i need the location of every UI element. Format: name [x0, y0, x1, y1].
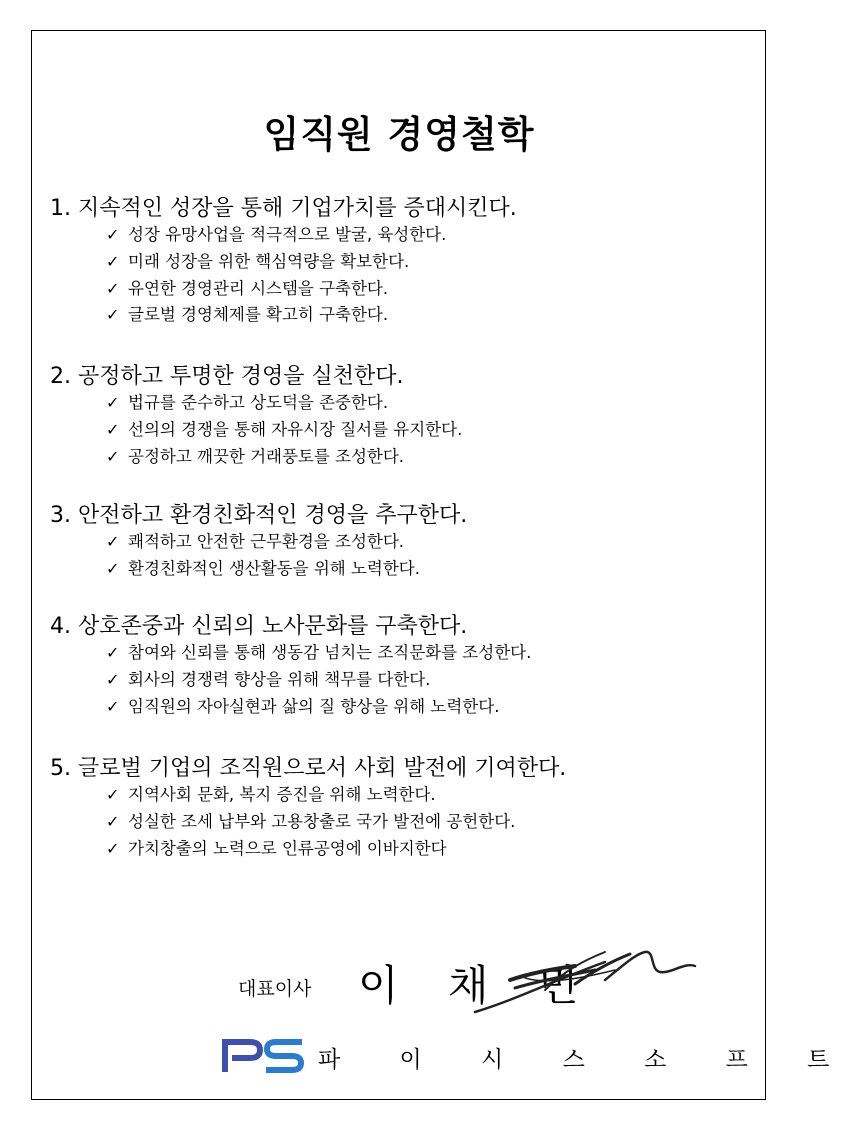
list-item [50, 556, 467, 583]
philosophy-section [50, 196, 517, 329]
ceo-name: 이 채 민 [358, 961, 597, 1010]
list-item-text: 글로벌 경영체제를 확고히 구축한다. [128, 305, 389, 325]
list-item-text: 성장 유망사업을 적극적으로 발굴, 육성한다. [128, 225, 447, 244]
checkmark-icon: ✓ [106, 446, 120, 466]
checkmark-icon: ✓ [106, 305, 120, 325]
company-name: 파 이 시 스 소 프 트 [318, 1047, 855, 1073]
list-item [50, 302, 517, 329]
list-item-text: 법규를 준수하고 상도덕을 존중한다. [128, 393, 389, 412]
list-item [50, 640, 531, 667]
philosophy-section [50, 364, 462, 470]
section-heading: 4. 상호존중과 신뢰의 노사문화를 구축한다. [50, 614, 468, 639]
list-item [50, 782, 566, 809]
list-item-text: 가치창출의 노력으로 인류공영에 이바지한다 [128, 838, 447, 858]
section-heading: 5. 글로벌 기업의 조직원으로서 사회 발전에 기여한다. [50, 756, 567, 781]
checkmark-icon: ✓ [106, 785, 120, 804]
list-item-text: 쾌적하고 안전한 근무환경을 조성한다. [128, 532, 405, 551]
checkmark-icon: ✓ [106, 558, 120, 578]
list-item [50, 417, 462, 444]
list-item-text: 선의의 경쟁을 통해 자유시장 질서를 유지한다. [128, 419, 463, 439]
checkmark-icon: ✓ [106, 811, 120, 831]
section-heading: 1. 지속적인 성장을 통해 기업가치를 증대시킨다. [50, 196, 517, 221]
signature-icon [455, 940, 715, 1020]
checkmark-icon: ✓ [106, 696, 120, 716]
checkmark-icon: ✓ [106, 225, 120, 244]
list-item [50, 444, 462, 471]
list-item-text: 환경친화적인 생산활동을 위해 노력한다. [128, 558, 420, 578]
ps-logo-icon [222, 1036, 306, 1076]
checkmark-icon: ✓ [106, 251, 120, 271]
checkmark-icon: ✓ [106, 532, 120, 551]
section-heading: 3. 안전하고 환경친화적인 경영을 추구한다. [50, 503, 468, 528]
list-item [50, 694, 531, 721]
list-item-text: 지역사회 문화, 복지 증진을 위해 노력한다. [128, 785, 436, 804]
philosophy-section [50, 503, 467, 583]
checkmark-icon: ✓ [106, 643, 120, 662]
list-item [50, 667, 531, 694]
philosophy-section [50, 614, 531, 720]
list-item [50, 836, 566, 863]
list-item [50, 529, 467, 556]
list-item-text: 미래 성장을 위한 핵심역량을 확보한다. [128, 251, 410, 271]
list-item [50, 390, 462, 417]
checkmark-icon: ✓ [106, 669, 120, 689]
list-item [50, 276, 517, 303]
ceo-label: 대표이사 [238, 978, 312, 1000]
list-item-text: 성실한 조세 납부와 고용창출로 국가 발전에 공헌한다. [128, 811, 516, 831]
checkmark-icon: ✓ [106, 838, 120, 858]
checkmark-icon: ✓ [106, 419, 120, 439]
list-item-text: 참여와 신뢰를 통해 생동감 넘치는 조직문화를 조성한다. [128, 643, 532, 662]
list-item-text: 임직원의 자아실현과 삶의 질 향상을 위해 노력한다. [128, 696, 500, 716]
section-heading: 2. 공정하고 투명한 경영을 실천한다. [50, 364, 404, 389]
list-item-text: 회사의 경쟁력 향상을 위해 책무를 다한다. [128, 669, 431, 689]
page-title: 임직원 경영철학 [263, 113, 535, 156]
list-item-text: 유연한 경영관리 시스템을 구축한다. [128, 278, 389, 298]
list-item [50, 249, 517, 276]
philosophy-section [50, 756, 566, 862]
checkmark-icon: ✓ [106, 278, 120, 298]
list-item-text: 공정하고 깨끗한 거래풍토를 조성한다. [128, 446, 405, 466]
checkmark-icon: ✓ [106, 393, 120, 412]
list-item [50, 222, 517, 249]
list-item [50, 809, 566, 836]
